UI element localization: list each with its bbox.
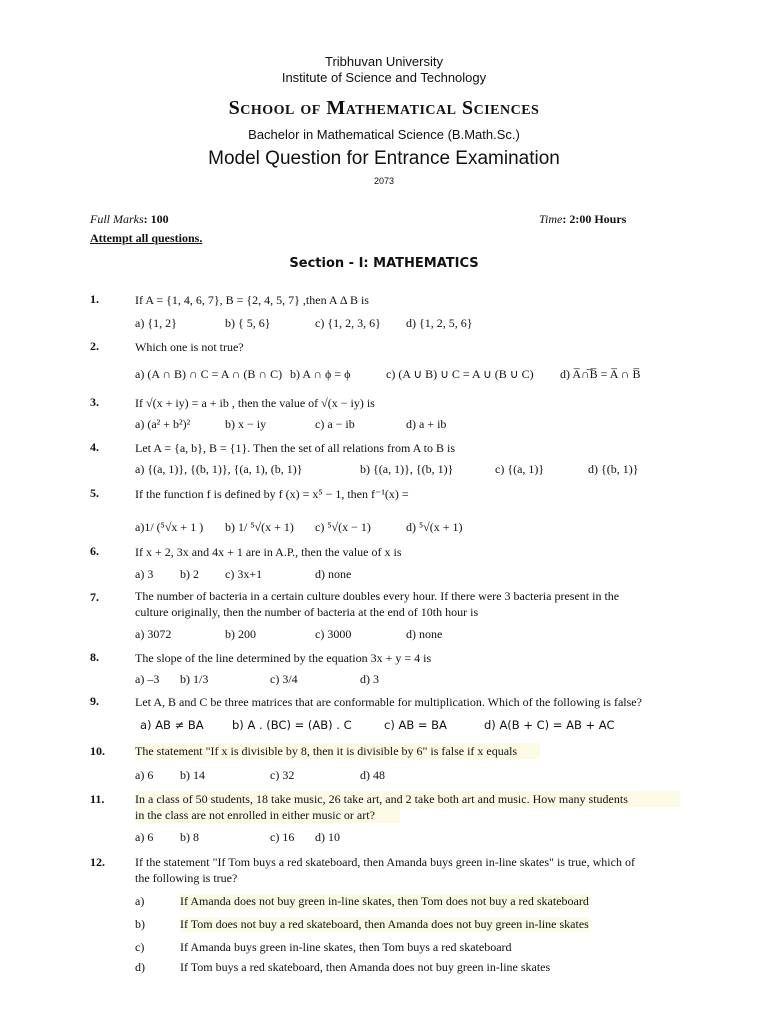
option-c: c) 32 <box>270 768 295 782</box>
question-text: Let A, B and C be three matrices that are conformable for multiplication. Which of the following is false? <box>135 695 642 709</box>
option-d-text: If Tom buys a red skateboard, then Amanda does not buy green in-line skates <box>180 960 551 974</box>
option-b: b) A ∩ ϕ = ϕ <box>290 367 351 381</box>
program-name: Bachelor in Mathematical Science (B.Math.Sc.) <box>248 127 520 142</box>
question-number: 11. <box>90 792 105 806</box>
option-a: a) {(a, 1)}, {(b, 1)}, {(a, 1), (b, 1)} <box>135 462 303 476</box>
option-b: b) {(a, 1)}, {(b, 1)} <box>360 462 454 476</box>
option-d: d) {1, 2, 5, 6} <box>406 316 473 330</box>
exam-year: 2073 <box>373 176 395 186</box>
option-a: a) (A ∩ B) ∩ C = A ∩ (B ∩ C) <box>135 367 283 381</box>
question-text: Let A = {a, b}, B = {1}. Then the set of all relations from A to B is <box>135 441 455 455</box>
option-c: c) {1, 2, 3, 6} <box>315 316 381 330</box>
option-b: b) 1/ ⁵√(x + 1) <box>225 520 294 534</box>
question-text: If x + 2, 3x and 4x + 1 are in A.P., then the value of x is <box>135 545 402 559</box>
option-d-label: d) <box>135 960 145 974</box>
option-a: a) 6 <box>135 830 154 844</box>
option-a: a) 6 <box>135 768 154 782</box>
option-d: d) 48 <box>360 768 385 782</box>
option-d: d) a + ib <box>406 417 447 431</box>
option-a-text: If Amanda does not buy green in-line skates, then Tom does not buy a red skateboard <box>180 894 589 908</box>
option-d: d) none <box>315 567 352 581</box>
question-text-line1: In a class of 50 students, 18 take music, 26 take art, and 2 take both art and music. How many students <box>135 791 680 807</box>
option-b: b) A . (BC) = (AB) . C <box>232 718 352 732</box>
school-name: School of Mathematical Sciences <box>228 97 540 119</box>
option-c: c) 16 <box>270 830 295 844</box>
option-a: a) 3 <box>135 567 154 581</box>
option-a: a) {1, 2} <box>135 316 177 330</box>
option-c: c) 3x+1 <box>225 567 263 581</box>
option-c: c) AB = BA <box>384 718 447 732</box>
question-text-line1: If the statement "If Tom buys a red skateboard, then Amanda buys green in-line skates" is true, which of <box>135 855 635 869</box>
question-number: 9. <box>90 694 99 708</box>
option-b: b) { 5, 6} <box>225 316 271 330</box>
question-text-line1: The number of bacteria in a certain culture doubles every hour. If there were 3 bacteria present in the <box>135 589 620 603</box>
option-b: b) 1/3 <box>180 672 209 686</box>
option-d: d) none <box>406 627 443 641</box>
option-c-label: c) <box>135 940 145 954</box>
option-c: c) 3/4 <box>270 672 298 686</box>
option-a: a) (a² + b²)² <box>135 417 191 431</box>
question-number: 1. <box>90 292 99 306</box>
question-number: 8. <box>90 650 99 664</box>
question-text: The statement "If x is divisible by 8, then it is divisible by 6" is false if x equals <box>135 743 540 759</box>
question-text: If A = {1, 4, 6, 7}, B = {2, 4, 5, 7} ,then A Δ B is <box>135 293 369 307</box>
question-text-line2: the following is true? <box>135 871 238 885</box>
time-allowed: Time: 2:00 Hours <box>539 212 627 226</box>
question-number: 6. <box>90 544 99 558</box>
question-text-line2: in the class are not enrolled in either music or art? <box>135 807 400 823</box>
option-c: c) a − ib <box>315 417 355 431</box>
option-a: a) –3 <box>135 672 160 686</box>
question-text: The slope of the line determined by the equation 3x + y = 4 is <box>135 651 432 665</box>
question-text: If √(x + iy) = a + ib , then the value of √(x − iy) is <box>135 396 375 410</box>
question-text: Which one is not true? <box>135 340 244 354</box>
option-b: b) 8 <box>180 830 199 844</box>
option-a: a) AB ≠ BA <box>140 718 204 732</box>
institute-name: Institute of Science and Technology <box>281 70 487 85</box>
option-d: d) ⁵√(x + 1) <box>406 520 463 534</box>
section-title: Section - I: MATHEMATICS <box>289 256 479 271</box>
question-number: 7. <box>90 590 99 604</box>
option-b-label: b) <box>135 917 145 931</box>
option-b: b) x − iy <box>225 417 267 431</box>
option-c-text: If Amanda buys green in-line skates, then Tom buys a red skateboard <box>180 940 512 954</box>
question-number: 10. <box>90 744 105 758</box>
option-b: b) 14 <box>180 768 205 782</box>
option-a: a)1/ (⁵√x + 1 ) <box>135 520 204 534</box>
option-c: c) {(a, 1)} <box>495 462 545 476</box>
option-b: b) 2 <box>180 567 199 581</box>
option-a: a) 3072 <box>135 627 172 641</box>
question-number: 5. <box>90 486 99 500</box>
option-b-text: If Tom does not buy a red skateboard, then Amanda does not buy green in-line skates <box>180 917 589 931</box>
option-d: d) A̅∩̅B̅ = A̅ ∩ B̅ <box>560 367 641 381</box>
option-a-label: a) <box>135 894 145 908</box>
option-d: d) 10 <box>315 830 340 844</box>
option-c: c) ⁵√(x − 1) <box>315 520 371 534</box>
question-number: 2. <box>90 339 99 353</box>
option-d: d) 3 <box>360 672 379 686</box>
university-name: Tribhuvan University <box>324 54 443 69</box>
instruction: Attempt all questions. <box>90 231 203 245</box>
exam-title: Model Question for Entrance Examination <box>208 148 560 169</box>
question-number: 3. <box>90 395 99 409</box>
option-c: c) (A ∪ B) ∪ C = A ∪ (B ∪ C) <box>386 367 534 381</box>
option-b: b) 200 <box>225 627 256 641</box>
question-text-line2: culture originally, then the number of bacteria at the end of 10th hour is <box>135 605 479 619</box>
option-d: d) A(B + C) = AB + AC <box>484 718 615 732</box>
question-number: 12. <box>90 855 105 869</box>
question-number: 4. <box>90 440 99 454</box>
question-text: If the function f is defined by f (x) = x⁵ − 1, then f⁻¹(x) = <box>135 487 409 501</box>
full-marks: Full Marks: 100 <box>90 212 169 226</box>
option-c: c) 3000 <box>315 627 352 641</box>
option-d: d) {(b, 1)} <box>588 462 639 476</box>
